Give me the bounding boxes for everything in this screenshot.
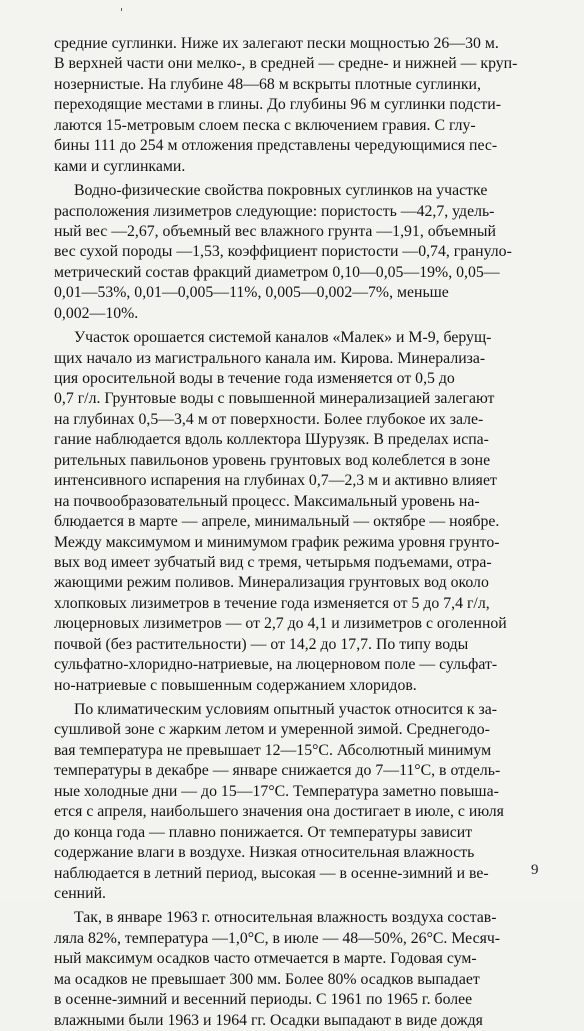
text-line: 0,002—10%. (54, 304, 139, 322)
text-line: содержание влаги в воздухе. Низкая относительная влажность (54, 844, 475, 862)
text-line: блюдается в марте — апреле, минимальный — октябре — ноябре. (54, 513, 500, 531)
text-line: метрический состав фракций диаметром 0,10—0,05—19%, 0,05— (54, 263, 500, 281)
text-line: люцерновых лизиметров — от 2,7 до 4,1 и лизиметров с оголенной (54, 615, 507, 633)
text-line: но-натриевые с повышенным содержанием хлоридов. (54, 676, 417, 694)
text-line: бины 111 до 254 м отложения представлены чередующимися пес- (54, 137, 498, 155)
text-line: щих начало из магистрального канала им. Кирова. Минерализа- (54, 349, 486, 367)
text-line: на почвообразовательный процесс. Максимальный уровень на- (54, 492, 480, 510)
text-line: лаются 15-метровым слоем песка с включением гравия. С глу- (54, 116, 476, 134)
text-line: 0,01—53%, 0,01—0,005—11%, 0,005—0,002—7%, меньше (54, 284, 449, 302)
text-line: ками и суглинками. (54, 157, 186, 175)
text-line: сенний. (54, 884, 106, 902)
paragraph (54, 328, 538, 696)
text-line: вых вод имеет зубчатый вид с тремя, четырьмя подъемами, отра- (54, 553, 492, 571)
page-number: 9 (531, 862, 539, 878)
text-line: Между максимумом и минимумом график режима уровня грунто- (54, 533, 500, 551)
text-line: сульфатно-хлоридно-натриевые, на люцерновом поле — сульфат- (54, 656, 498, 674)
paragraph (54, 181, 538, 324)
text-line: интенсивного испарения на глубинах 0,7—2,3 м и активно влияет (54, 472, 497, 490)
text-line: Водно-физические свойства покровных суглинков на участке (74, 182, 488, 200)
text-line: средние суглинки. Ниже их залегают пески мощностью 26—30 м. (54, 35, 499, 52)
text-line: температуры в декабре — январе снижается до 7—11°С, в отдель- (54, 762, 501, 780)
text-line: ный максимум осадков часто отмечается в марте. Годовая сум- (54, 950, 477, 968)
text-line: Так, в январе 1963 г. относительная влажность воздуха состав- (74, 909, 497, 927)
text-line: до конца года — плавно понижается. От температуры зависит (54, 823, 473, 841)
text-line: наблюдается в летний период, высокая — в осенне-зимний и ве- (54, 864, 489, 882)
body-text (54, 34, 538, 1031)
text-line: вая температура не превышает 12—15°С. Абсолютный минимум (54, 741, 492, 759)
text-line: хлопковых лизиметров в течение года изменяется от 5 до 7,4 г/л, (54, 594, 490, 612)
text-line: почвой (без растительности) — от 14,2 до 17,7. По типу воды (54, 635, 469, 653)
text-line: жающими режим поливов. Минерализация грунтовых вод около (54, 574, 489, 592)
text-line: ется с апреля, наибольшего значения она достигает в июле, с июля (54, 803, 504, 821)
text-line: сушливой зоне с жарким летом и умеренной зимой. Среднегодо- (54, 721, 490, 739)
text-line: гание наблюдается вдоль коллектора Шурузяк. В пределах испа- (54, 431, 489, 449)
text-line: вес сухой породы —1,53, коэффициент пористости —0,74, грануло- (54, 243, 512, 261)
text-line: ция оросительной воды в течение года изменяется от 0,5 до (54, 370, 455, 387)
text-line: влажными были 1963 и 1964 гг. Осадки выпадают в виде дождя (54, 1011, 483, 1029)
paragraph (54, 34, 538, 177)
text-line: ные холодные дни — до 15—17°С. Температура заметно повыша- (54, 782, 499, 800)
text-line: ный вес —2,67, объемный вес влажного грунта —1,91, объемный (54, 222, 496, 240)
text-line: По климатическим условиям опытный участок относится к за- (74, 701, 498, 718)
paragraph (54, 700, 538, 904)
text-line: ма осадков не превышает 300 мм. Более 80% осадков выпадает (54, 970, 480, 988)
text-line: 0,7 г/л. Грунтовые воды с повышенной минерализацией залегают (54, 390, 495, 408)
text-line: на глубинах 0,5—3,4 м от поверхности. Более глубокое их зале- (54, 410, 484, 428)
text-line: рительных павильонов уровень грунтовых вод колеблется в зоне (54, 451, 491, 469)
text-line: В верхней части они мелко-, в средней — средне- и нижней — круп- (54, 55, 518, 73)
text-line: расположения лизиметров следующие: пористость —42,7, удель- (54, 202, 495, 220)
text-line: нозернистые. На глубине 48—68 м вскрыты плотные суглинки, (54, 75, 481, 93)
text-line: Участок орошается системой каналов «Малек» и М-9, берущ- (74, 329, 492, 347)
page-top-mark: ' (120, 6, 124, 19)
text-line: ляла 82%, температура —1,0°С, в июле — 48—50%, 26°С. Месяч- (54, 929, 501, 947)
text-line: в осенне-зимний и весенний периоды. С 1961 по 1965 г. более (54, 991, 473, 1009)
paragraph (54, 908, 538, 1031)
text-line: переходящие местами в глины. До глубины 96 м суглинки подсти- (54, 96, 501, 114)
